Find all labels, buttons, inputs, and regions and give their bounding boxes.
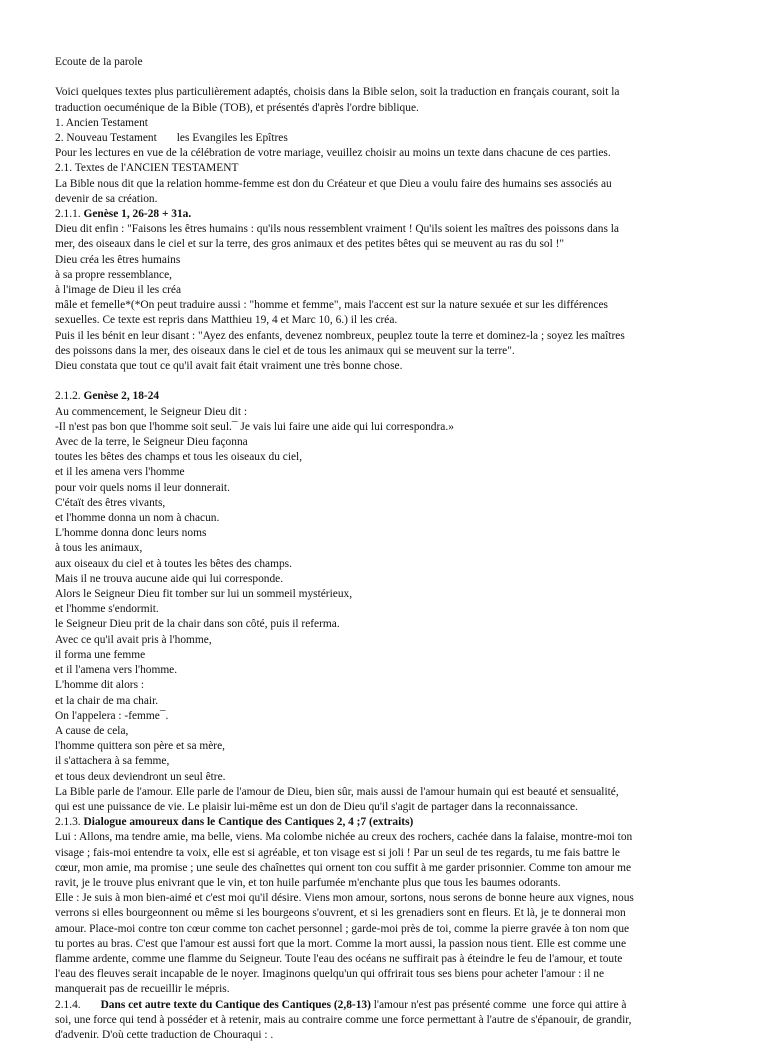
text-line: L'homme dit alors : [55, 679, 145, 692]
intro-line: Voici quelques textes plus particulièrement adaptés, choisis dans la Bible selon, soit la traduction en français courant, soit la [55, 86, 620, 99]
document-title: Ecoute de la parole [55, 56, 143, 68]
text-line: amour. Place-moi contre ton cœur comme ton cachet personnel ; garde-moi près de toi, comme la pierre gravée à ton nom que [55, 922, 630, 935]
subsection-heading-rest: l'amour n'est pas présenté comme une force qui attire à [370, 998, 627, 1011]
instruction-line: Pour les lectures en vue de la célébration de votre mariage, veuillez choisir au moins un texte dans chacune de ces parties. [55, 147, 611, 160]
text-line: Dieu constata que tout ce qu'il avait fait était vraiment une très bonne chose. [55, 360, 403, 373]
text-line: mâle et femelle*(*On peut traduire aussi : "homme et femme", mais l'accent est sur la nature sexuée et sur les différences [55, 299, 608, 312]
section-text: devenir de sa création. [55, 192, 158, 205]
subsection-title: Dialogue amoureux dans le Cantique des Cantiques 2, 4 ;7 (extraits) [83, 816, 414, 829]
subsection-heading-2-1-2 [55, 389, 725, 404]
document-page [55, 55, 725, 1043]
text-line: toutes les bêtes des champs et tous les oiseaux du ciel, [55, 451, 303, 464]
subsection-body-2-1-4 [55, 1013, 725, 1043]
text-line: flamme ardente, comme une flamme du Seigneur. Toute l'eau des océans ne suffirait pas à éteindre le feu de l'amour, et toute [55, 952, 623, 965]
subsection-number: 2.1.1. [55, 208, 84, 221]
text-line: Avec de la terre, le Seigneur Dieu façonna [55, 436, 248, 449]
subsection-body-2-1-3 [55, 830, 725, 997]
text-line: et l'homme s'endormit. [55, 603, 159, 616]
spacer [55, 70, 725, 85]
subsection-number: 2.1.3. [55, 816, 84, 829]
text-line: à tous les animaux, [55, 542, 143, 555]
text-line: Au commencement, le Seigneur Dieu dit : [55, 405, 248, 418]
text-line: La Bible parle de l'amour. Elle parle de l'amour de Dieu, bien sûr, mais aussi de l'amour humain qui est beauté et sensualité, [55, 785, 619, 798]
text-line: l'homme quittera son père et sa mère, [55, 740, 226, 753]
subsection-title: Dans cet autre texte du Cantique des Cantiques (2,8-13) [100, 998, 371, 1011]
text-line: à l'image de Dieu il les créa [55, 284, 182, 297]
subsection-heading-2-1-4 [55, 998, 725, 1013]
text-line: L'homme donna donc leurs noms [55, 527, 207, 540]
text-line: Puis il les bénit en leur disant : "Ayez des enfants, devenez nombreux, peuplez toute la terre et dominez-la ; soyez les maîtres [55, 329, 625, 342]
text-line: qui est une puissance de vie. Le plaisir lui-même est un don de Dieu qu'il s'agit de partager dans la reconnaissance. [55, 800, 578, 813]
list-item-ancien-testament: 1. Ancien Testament [55, 116, 148, 129]
text-line: visage ; fais-moi entendre ta voix, elle est si agréable, et ton visage est si joli ! Par un seul de tes regards, tu me fais battre le [55, 846, 620, 859]
text-line: des poissons dans la mer, des oiseaux dans le ciel et de tous les animaux qui se meuvent sur la terre". [55, 344, 515, 357]
text-line: tu portes au bras. C'est que l'amour est aussi fort que la mort. Comme la mort aussi, la passion nous tient. Elle est comme une [55, 937, 626, 950]
text-line: Dieu créa les êtres humains [55, 253, 181, 266]
text-line: d'advenir. D'où cette traduction de Chouraqui : . [55, 1028, 274, 1041]
text-line: l'eau des fleuves serait incapable de le noyer. Imaginons quelqu'un qui offrirait tous ses biens pour acheter l'amour : il ne [55, 968, 605, 981]
text-line: et l'homme donna un nom à chacun. [55, 512, 220, 525]
text-line: Elle : Je suis à mon bien-aimé et c'est moi qu'il désire. Viens mon amour, sortons, nous serons de bonne heure aux vignes, nous [55, 892, 634, 905]
text-line: il forma une femme [55, 648, 146, 661]
subsection-body-2-1-1 [55, 222, 725, 374]
subsection-body-2-1-2 [55, 405, 725, 815]
text-line: mer, des oiseaux dans le ciel et sur la terre, des gros animaux et des petites bêtes qui se meuvent au ras du sol !" [55, 238, 565, 251]
text-line: et la chair de ma chair. [55, 694, 159, 707]
intro-line: traduction oecuménique de la Bible (TOB), et présentés d'après l'ordre biblique. [55, 101, 419, 114]
subsection-title: Genèse 2, 18-24 [83, 390, 160, 403]
text-line: Mais il ne trouva aucune aide qui lui corresponde. [55, 572, 284, 585]
subsection-heading-2-1-1 [55, 207, 725, 222]
text-line: A cause de cela, [55, 724, 129, 737]
text-line: Dieu dit enfin : "Faisons les êtres humains : qu'ils nous ressemblent vraiment ! Qu'ils soient les maîtres des poissons dans la [55, 223, 619, 236]
text-line: sexuelles. Ce texte est repris dans Matthieu 19, 4 et Marc 10, 6.) il les créa. [55, 314, 398, 327]
subsection-number: 2.1.4. [55, 998, 101, 1011]
subsection-number: 2.1.2. [55, 390, 84, 403]
text-line: aux oiseaux du ciel et à toutes les bêtes des champs. [55, 557, 292, 570]
text-line: Lui : Allons, ma tendre amie, ma belle, viens. Ma colombe nichée au creux des rochers, cachée dans la falaise, montre-moi ton [55, 831, 633, 844]
spacer [55, 374, 725, 389]
text-line: manquerait pas de recueillir le mépris. [55, 983, 230, 996]
text-line: le Seigneur Dieu prit de la chair dans son côté, puis il referma. [55, 618, 340, 631]
text-line: -Il n'est pas bon que l'homme soit seul.¯ Je vais lui faire une aide qui lui correspondra.» [55, 420, 454, 433]
subsection-heading-2-1-3 [55, 815, 725, 830]
text-line: Avec ce qu'il avait pris à l'homme, [55, 633, 212, 646]
subsection-title: Genèse 1, 26-28 + 31a. [83, 208, 192, 221]
text-line: et il l'amena vers l'homme. [55, 664, 178, 677]
text-line: verrons si elles bourgeonnent ou même si les bourgeons s'ouvrent, et si les grenadiers sont en fleurs. Et là, je te donnerai mon [55, 907, 626, 920]
section-heading-2-1: 2.1. Textes de l'ANCIEN TESTAMENT [55, 162, 239, 175]
text-line: et il les amena vers l'homme [55, 466, 185, 479]
text-line: pour voir quels noms il leur donnerait. [55, 481, 230, 494]
text-line: Alors le Seigneur Dieu fit tomber sur lui un sommeil mystérieux, [55, 588, 353, 601]
text-line: ravit, je le trouve plus enivrant que le vin, et ton huile parfumée m'enchante plus que tous les baumes odorants. [55, 876, 561, 889]
text-line: et tous deux deviendront un seul être. [55, 770, 226, 783]
list-item-nouveau-testament: 2. Nouveau Testament les Evangiles les Epîtres [55, 132, 288, 144]
text-line: soi, une force qui tend à posséder et à retenir, mais au contraire comme une force permettant à l'autre de s'épanouir, de grandir, [55, 1013, 632, 1026]
text-line: il s'attachera à sa femme, [55, 755, 170, 768]
text-line: On l'appelera : -femme¯. [55, 709, 169, 722]
text-line: cœur, mon amie, ma promise ; une seule des chaînettes qui ornent ton cou suffit à me garder prisonnier. Comme ton amour me [55, 861, 631, 874]
section-text: La Bible nous dit que la relation homme-femme est don du Créateur et que Dieu a voulu faire des humains ses associés au [55, 177, 612, 190]
text-line: à sa propre ressemblance, [55, 268, 173, 281]
text-line: C'étaït des êtres vivants, [55, 496, 166, 509]
